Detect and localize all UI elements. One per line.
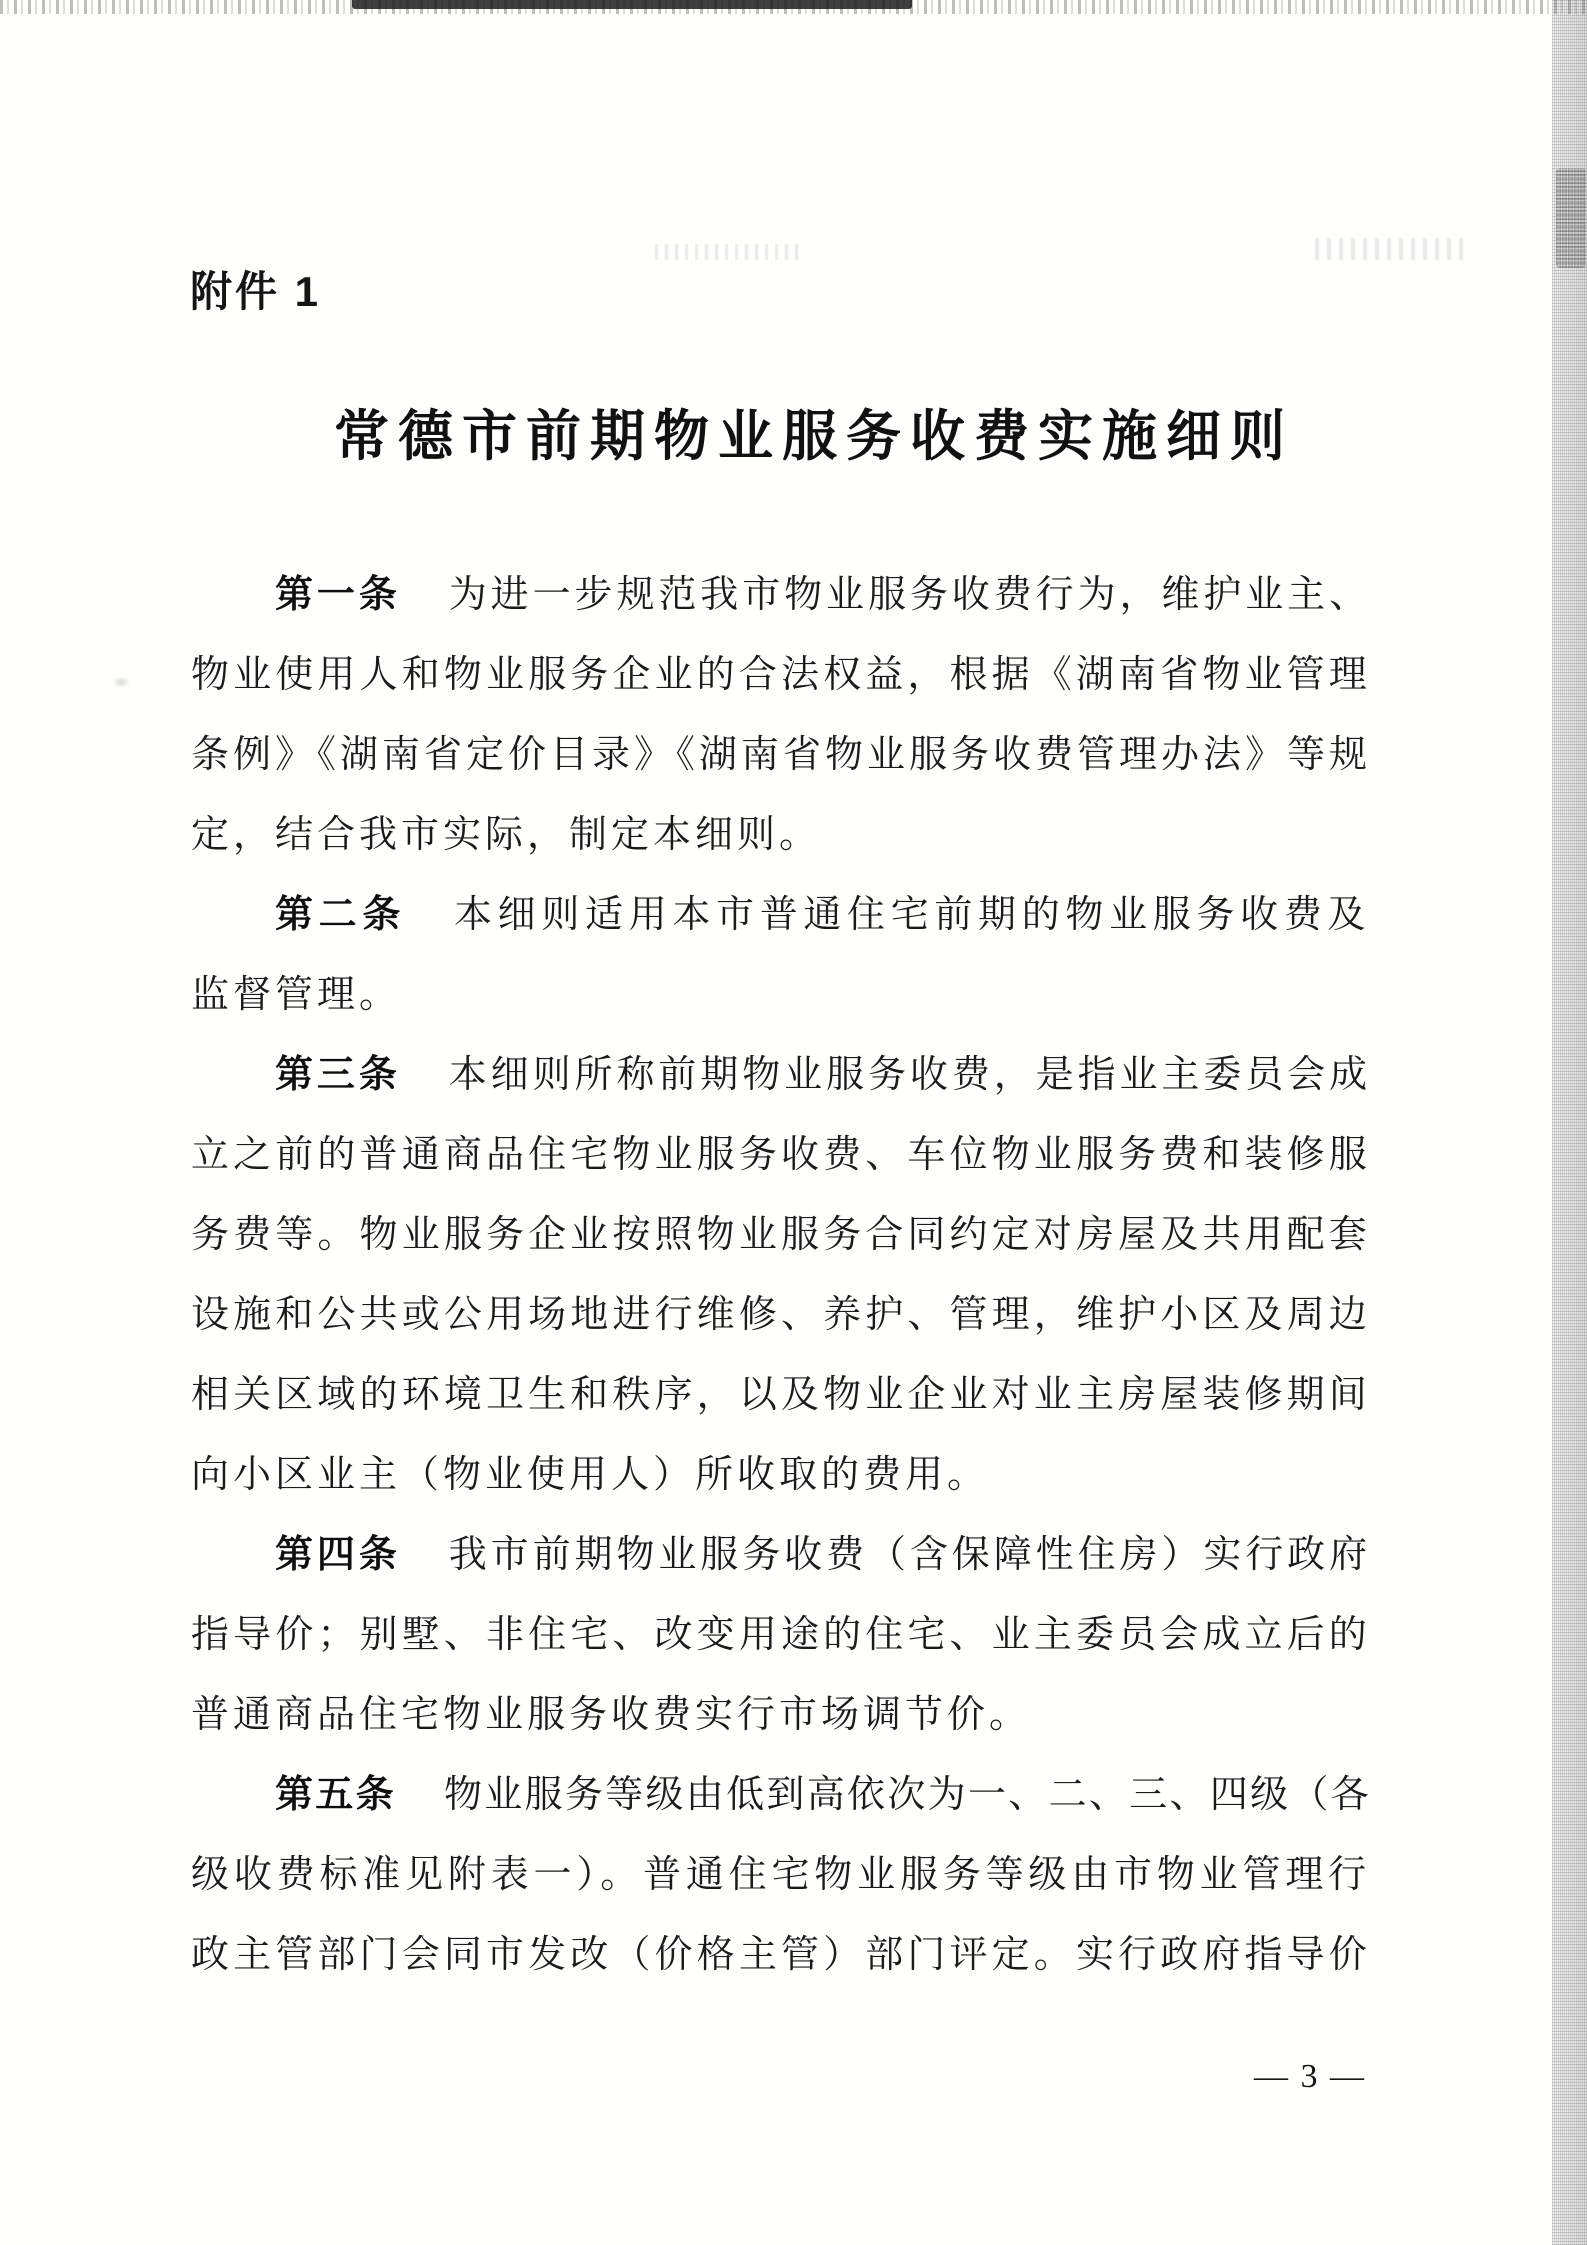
article-number-label: 第一条 [275, 574, 401, 616]
text-line: 普通商品住宅物业服务收费实行市场调节价。 [191, 1694, 1032, 1736]
scan-noise-right-blotch [1556, 168, 1586, 268]
text-line: 指导价；别墅、非住宅、改变用途的住宅、业主委员会成立后的 [191, 1614, 1371, 1656]
text-line: 设施和公共或公用场地进行维修、养护、管理，维护小区及周边 [191, 1294, 1371, 1336]
document-body [191, 555, 1371, 1995]
scan-smudge [1315, 238, 1465, 260]
text-line: 立之前的普通商品住宅物业服务收费、车位物业服务费和装修服 [191, 1134, 1371, 1176]
text-line: 务费等。物业服务企业按照物业服务合同约定对房屋及共用配套 [191, 1214, 1371, 1256]
text-line: 向小区业主（物业使用人）所收取的费用。 [191, 1454, 990, 1496]
text-line: 第五条 物业服务等级由低到高依次为一、二、三、四级（各 [275, 1774, 1372, 1816]
text-line: 第三条 本细则所称前期物业服务收费，是指业主委员会成 [275, 1054, 1372, 1096]
text-line: 条例》《湖南省定价目录》《湖南省物业服务收费管理办法》等规 [191, 734, 1372, 776]
text-line: 政主管部门会同市发改（价格主管）部门评定。实行政府指导价 [191, 1934, 1371, 1976]
article-number-label: 第四条 [275, 1534, 401, 1576]
document-title: 常德市前期物业服务收费实施细则 [334, 405, 1295, 467]
scan-noise-right-edge [1552, 0, 1587, 2245]
scan-smudge [655, 244, 805, 260]
scan-smudge [112, 676, 130, 688]
attachment-label: 附件 1 [190, 268, 322, 315]
article-number-label: 第五条 [275, 1774, 396, 1816]
text-line: 相关区域的环境卫生和秩序，以及物业企业对业主房屋装修期间 [191, 1374, 1371, 1416]
text-line: 第二条 本细则适用本市普通住宅前期的物业服务收费及 [275, 894, 1372, 936]
article-number-label: 第二条 [275, 894, 407, 936]
text-line: 第四条 我市前期物业服务收费（含保障性住房）实行政府 [275, 1534, 1372, 1576]
text-line: 定，结合我市实际，制定本细则。 [191, 814, 822, 856]
page-number: — 3 — [1254, 2058, 1366, 2095]
text-line: 级收费标准见附表一）。普通住宅物业服务等级由市物业管理行 [191, 1854, 1371, 1896]
text-line: 物业使用人和物业服务企业的合法权益，根据《湖南省物业管理 [191, 654, 1371, 696]
article-number-label: 第三条 [275, 1054, 401, 1096]
scan-noise-top-dark-band [352, 0, 912, 9]
text-line: 监督管理。 [191, 974, 402, 1016]
text-line: 第一条 为进一步规范我市物业服务收费行为，维护业主、 [275, 574, 1372, 616]
